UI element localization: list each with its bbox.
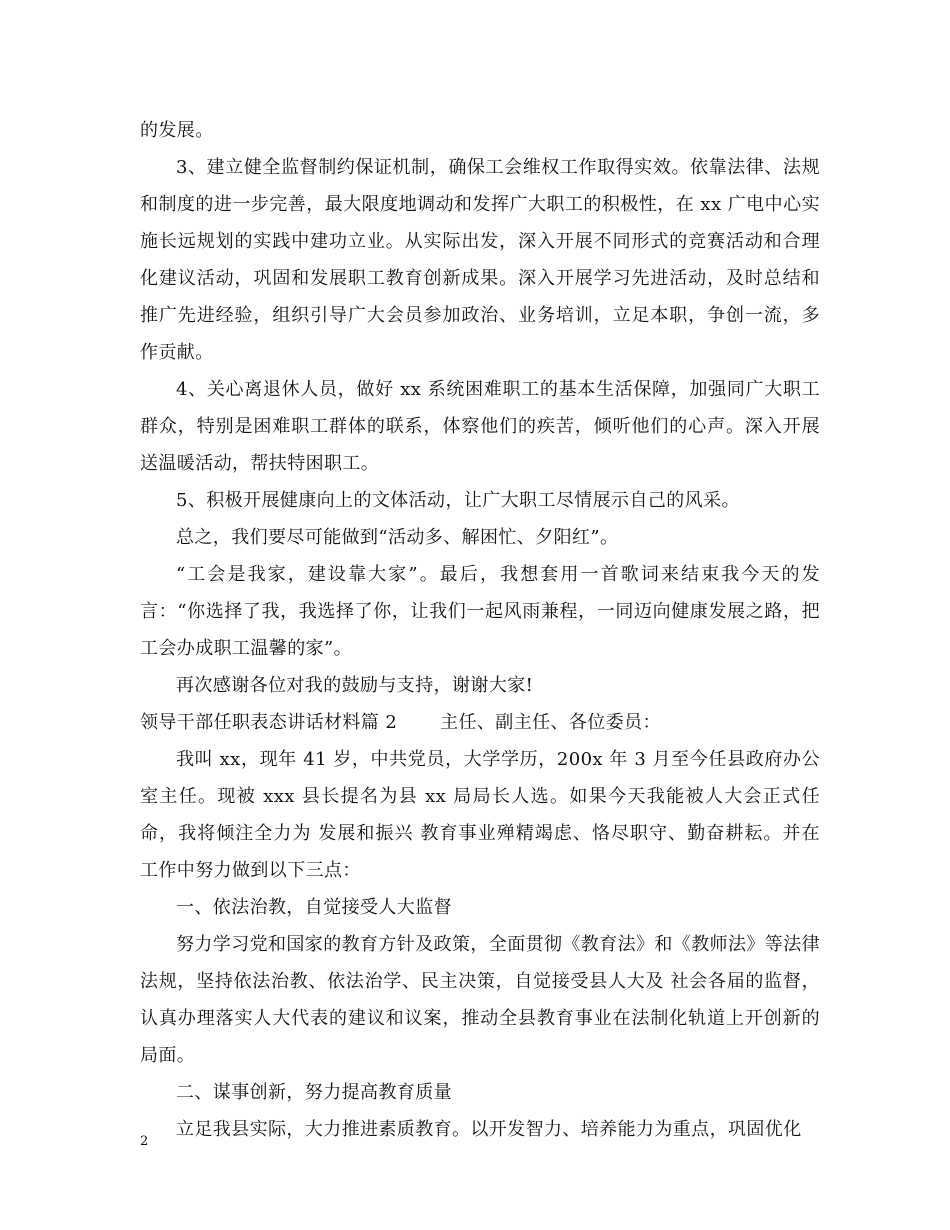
section-heading-part-2: 领导干部任职表态讲话材料篇 2 主任、副主任、各位委员： [140, 712, 661, 733]
paragraph-rule-of-law: 努力学习党和国家的教育方针及政策，全面贯彻《教育法》和《教师法》等法律法规，坚持依法治教、依法治学、民主决策，自觉接受县人大及 社会各届的监督，认真办理落实人大代表的建议和议案，推动全县教育事业在法制化轨道上开创新的局面。 [140, 934, 820, 1066]
paragraph-item-5: 5、积极开展健康向上的文体活动，让广大职工尽情展示自己的风采。 [176, 490, 740, 511]
paragraph-thanks: 再次感谢各位对我的鼓励与支持，谢谢大家! [176, 675, 534, 696]
paragraph-closing-quote: “工会是我家，建设靠大家”。最后，我想套用一首歌词来结束我今天的发言：“你选择了我，我选择了你，让我们一起风雨兼程，一同迈向健康发展之路，把工会办成职工温馨的家”。 [140, 564, 820, 659]
subheading-innovation: 二、谋事创新，努力提高教育质量 [176, 1082, 452, 1103]
document-body [140, 112, 820, 1148]
page-number: 2 [140, 1134, 149, 1149]
subheading-rule-of-law: 一、依法治教，自觉接受人大监督 [176, 897, 452, 918]
paragraph-introduction: 我叫 xx，现年 41 岁，中共党员，大学学历，200x 年 3 月至今任县政府办公室主任。现被 xxx 县长提名为县 xx 局局长人选。如果今天我能被人大会正式任命，我将倾注全力为 发展和振兴 教育事业殚精竭虑、恪尽职守、勤奋耕耘。并在 工作中努力做到以下三点： [140, 749, 820, 881]
paragraph-item-4: 4、关心离退休人员，做好 xx 系统困难职工的基本生活保障，加强同广大职工群众，特别是困难职工群体的联系，体察他们的疾苦，倾听他们的心声。深入开展送温暖活动，帮扶特困职工。 [140, 379, 820, 474]
paragraph-item-3: 3、建立健全监督制约保证机制，确保工会维权工作取得实效。依靠法律、法规和制度的进一步完善，最大限度地调动和发挥广大职工的积极性，在 xx 广电中心实施长远规划的实践中建功立业。从实际出发，深入开展不同形式的竞赛活动和合理化建议活动，巩固和发展职工教育创新成果。深入开展学习先进活动，及时总结和推广先进经验，组织引导广大会员参加政治、业务培训，立足本职，争创一流，多作贡献。 [140, 157, 820, 363]
paragraph-continuation: 的发展。 [140, 120, 214, 141]
paragraph-summary: 总之，我们要尽可能做到“活动多、解困忙、夕阳红”。 [176, 527, 619, 548]
paragraph-innovation: 立足我县实际，大力推进素质教育。以开发智力、培养能力为重点，巩固优化 [176, 1119, 802, 1140]
